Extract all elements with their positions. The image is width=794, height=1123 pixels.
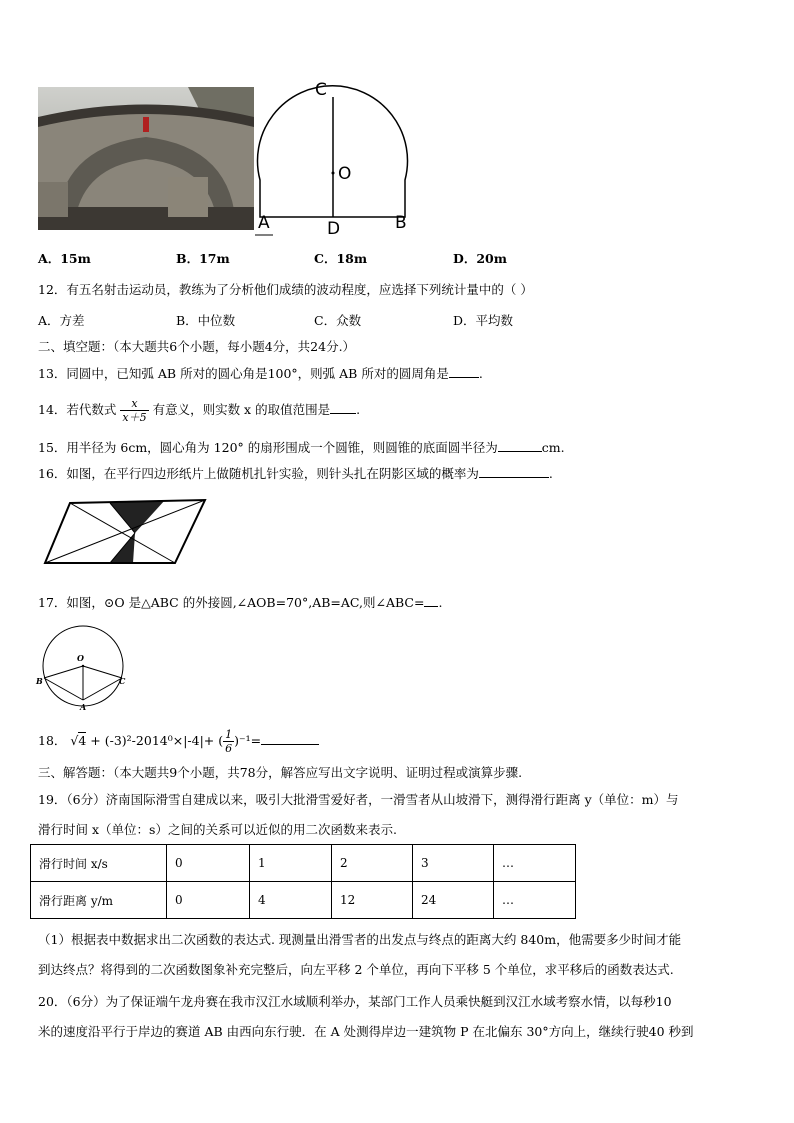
q14-post: 有意义，则实数 x 的取值范围是	[152, 402, 331, 417]
q14-fraction	[120, 397, 148, 424]
q16-blank[interactable]	[479, 465, 549, 478]
q11-option-a: A．15m	[38, 251, 91, 266]
q18-radicand: 4	[78, 733, 87, 748]
q14-blank[interactable]	[330, 401, 356, 414]
q19-part1-line2: 到达终点？将得到的二次函数图象补充完整后，向左平移 2 个单位，再向下平移 5 个单位，求平移后的函数表达式.	[38, 962, 674, 977]
q11-option-c: C．18m	[314, 251, 368, 266]
q12-option-a: A．方差	[38, 313, 85, 328]
arch-bridge-illustration	[38, 87, 254, 230]
q17-text: 17．如图，⊙O 是△ABC 的外接圆,∠AOB=70°,AB=AC,则∠ABC=	[38, 595, 425, 610]
q15-pre: 15．用半径为 6cm，圆心角为 120° 的扇形围成一个圆锥，则圆锥的底面圆半径为	[38, 440, 498, 455]
q17: 17．如图，⊙O 是△ABC 的外接圆,∠AOB=70°,AB=AC,则∠ABC= .	[38, 595, 443, 610]
section3-heading: 三、解答题：（本大题共9个小题，共78分，解答应写出文字说明、证明过程或演算步骤.	[38, 765, 523, 780]
table-cell: 24	[413, 882, 494, 919]
label-b: B	[395, 213, 407, 233]
q18	[38, 728, 319, 760]
q12-option-c: C．众数	[314, 313, 362, 328]
q15-blank[interactable]	[498, 439, 542, 452]
q18-sqrt-sign: √	[70, 733, 79, 748]
q19-table	[30, 844, 576, 919]
q13-text: 13．同圆中，已知弧 AB 所对的圆心角是100°，则弧 AB 所对的圆周角是	[38, 366, 449, 381]
q14-frac-den: x＋5	[122, 411, 147, 424]
q20-line2: 米的速度沿平行于岸边的赛道 AB 由西向东行驶．在 A 处测得岸边一建筑物 P 在北偏东 30°方向上，继续行驶40 秒到	[38, 1024, 694, 1039]
q15-post: cm.	[541, 440, 565, 455]
q18-frac-den: 6	[225, 742, 233, 755]
q13-blank[interactable]	[449, 365, 479, 378]
q18-exp: )⁻¹=	[234, 733, 262, 748]
label-a: A	[258, 213, 270, 233]
table-cell: 12	[332, 882, 413, 919]
arch-bridge-photo	[38, 87, 254, 230]
q18-prefix: 18．	[38, 733, 67, 748]
q18-fraction	[223, 728, 234, 755]
q17-blank[interactable]	[424, 594, 438, 607]
parallelogram-figure	[40, 495, 210, 570]
table-cell: 0	[167, 882, 250, 919]
table-row	[31, 845, 576, 882]
label-o: O	[338, 164, 352, 184]
q17-label-a: A	[80, 702, 87, 712]
q16: 16．如图，在平行四边形纸片上做随机扎针实验，则针头扎在阴影区域的概率为 .	[38, 466, 553, 481]
q12-option-d: D．平均数	[453, 313, 514, 328]
q14-pre: 14．若代数式	[38, 402, 117, 417]
table-header-time: 滑行时间 x/s	[31, 845, 167, 882]
label-d: D	[327, 219, 341, 239]
q19-part1-line1: （1）根据表中数据求出二次函数的表达式. 现测量出滑雪者的出发点与终点的距离大约 840m，他需要多少时间才能	[38, 932, 682, 947]
label-c: C	[315, 80, 327, 100]
q11-option-b: B．17m	[176, 251, 230, 266]
q18-blank[interactable]	[261, 732, 319, 745]
table-cell: …	[494, 882, 576, 919]
q16-text: 16．如图，在平行四边形纸片上做随机扎针实验，则针头扎在阴影区域的概率为	[38, 466, 479, 481]
q11-option-d: D．20m	[453, 251, 507, 266]
q17-label-b: B	[36, 676, 43, 686]
q18-frac-num: 1	[225, 728, 233, 741]
table-cell: 3	[413, 845, 494, 882]
q20-line1: 20．（6分）为了保证端午龙舟赛在我市汉江水域顺利举办，某部门工作人员乘快艇到汉江水域考察水情，以每秒10	[38, 994, 672, 1009]
circle-figure	[38, 622, 130, 712]
table-cell: 0	[167, 845, 250, 882]
q17-label-o: O	[77, 653, 84, 663]
q17-label-c: C	[119, 676, 126, 686]
q14: 14．若代数式 $\frac{x}{x+5}$ 有意义，则实数 x 的取值范围是 .	[38, 397, 361, 424]
q13: 13．同圆中，已知弧 AB 所对的圆心角是100°，则弧 AB 所对的圆周角是 .	[38, 366, 483, 381]
q14-frac-num: x	[120, 397, 148, 411]
table-cell: 1	[250, 845, 332, 882]
q18-mid: + (-3)²-2014⁰×|-4|+ (	[90, 733, 224, 748]
table-cell: 4	[250, 882, 332, 919]
table-cell: 2	[332, 845, 413, 882]
q19-line2: 滑行时间 x（单位：s）之间的关系可以近似的用二次函数来表示.	[38, 822, 397, 837]
q12-stem: 12．有五名射击运动员，教练为了分析他们成绩的波动程度，应选择下列统计量中的（ ）	[38, 282, 533, 297]
q12-option-b: B．中位数	[176, 313, 236, 328]
arch-geometry-figure	[255, 80, 415, 240]
table-cell: …	[494, 845, 576, 882]
q19-line1: 19．（6分）济南国际滑雪自建成以来，吸引大批滑雪爱好者，一滑雪者从山坡滑下，测得滑行距离 y（单位：m）与	[38, 792, 679, 807]
table-row	[31, 882, 576, 919]
q15	[38, 439, 565, 456]
section2-heading: 二、填空题：（本大题共6个小题，每小题4分，共24分.）	[38, 339, 356, 354]
table-header-distance: 滑行距离 y/m	[31, 882, 167, 919]
shaded-triangle-top	[110, 500, 165, 533]
